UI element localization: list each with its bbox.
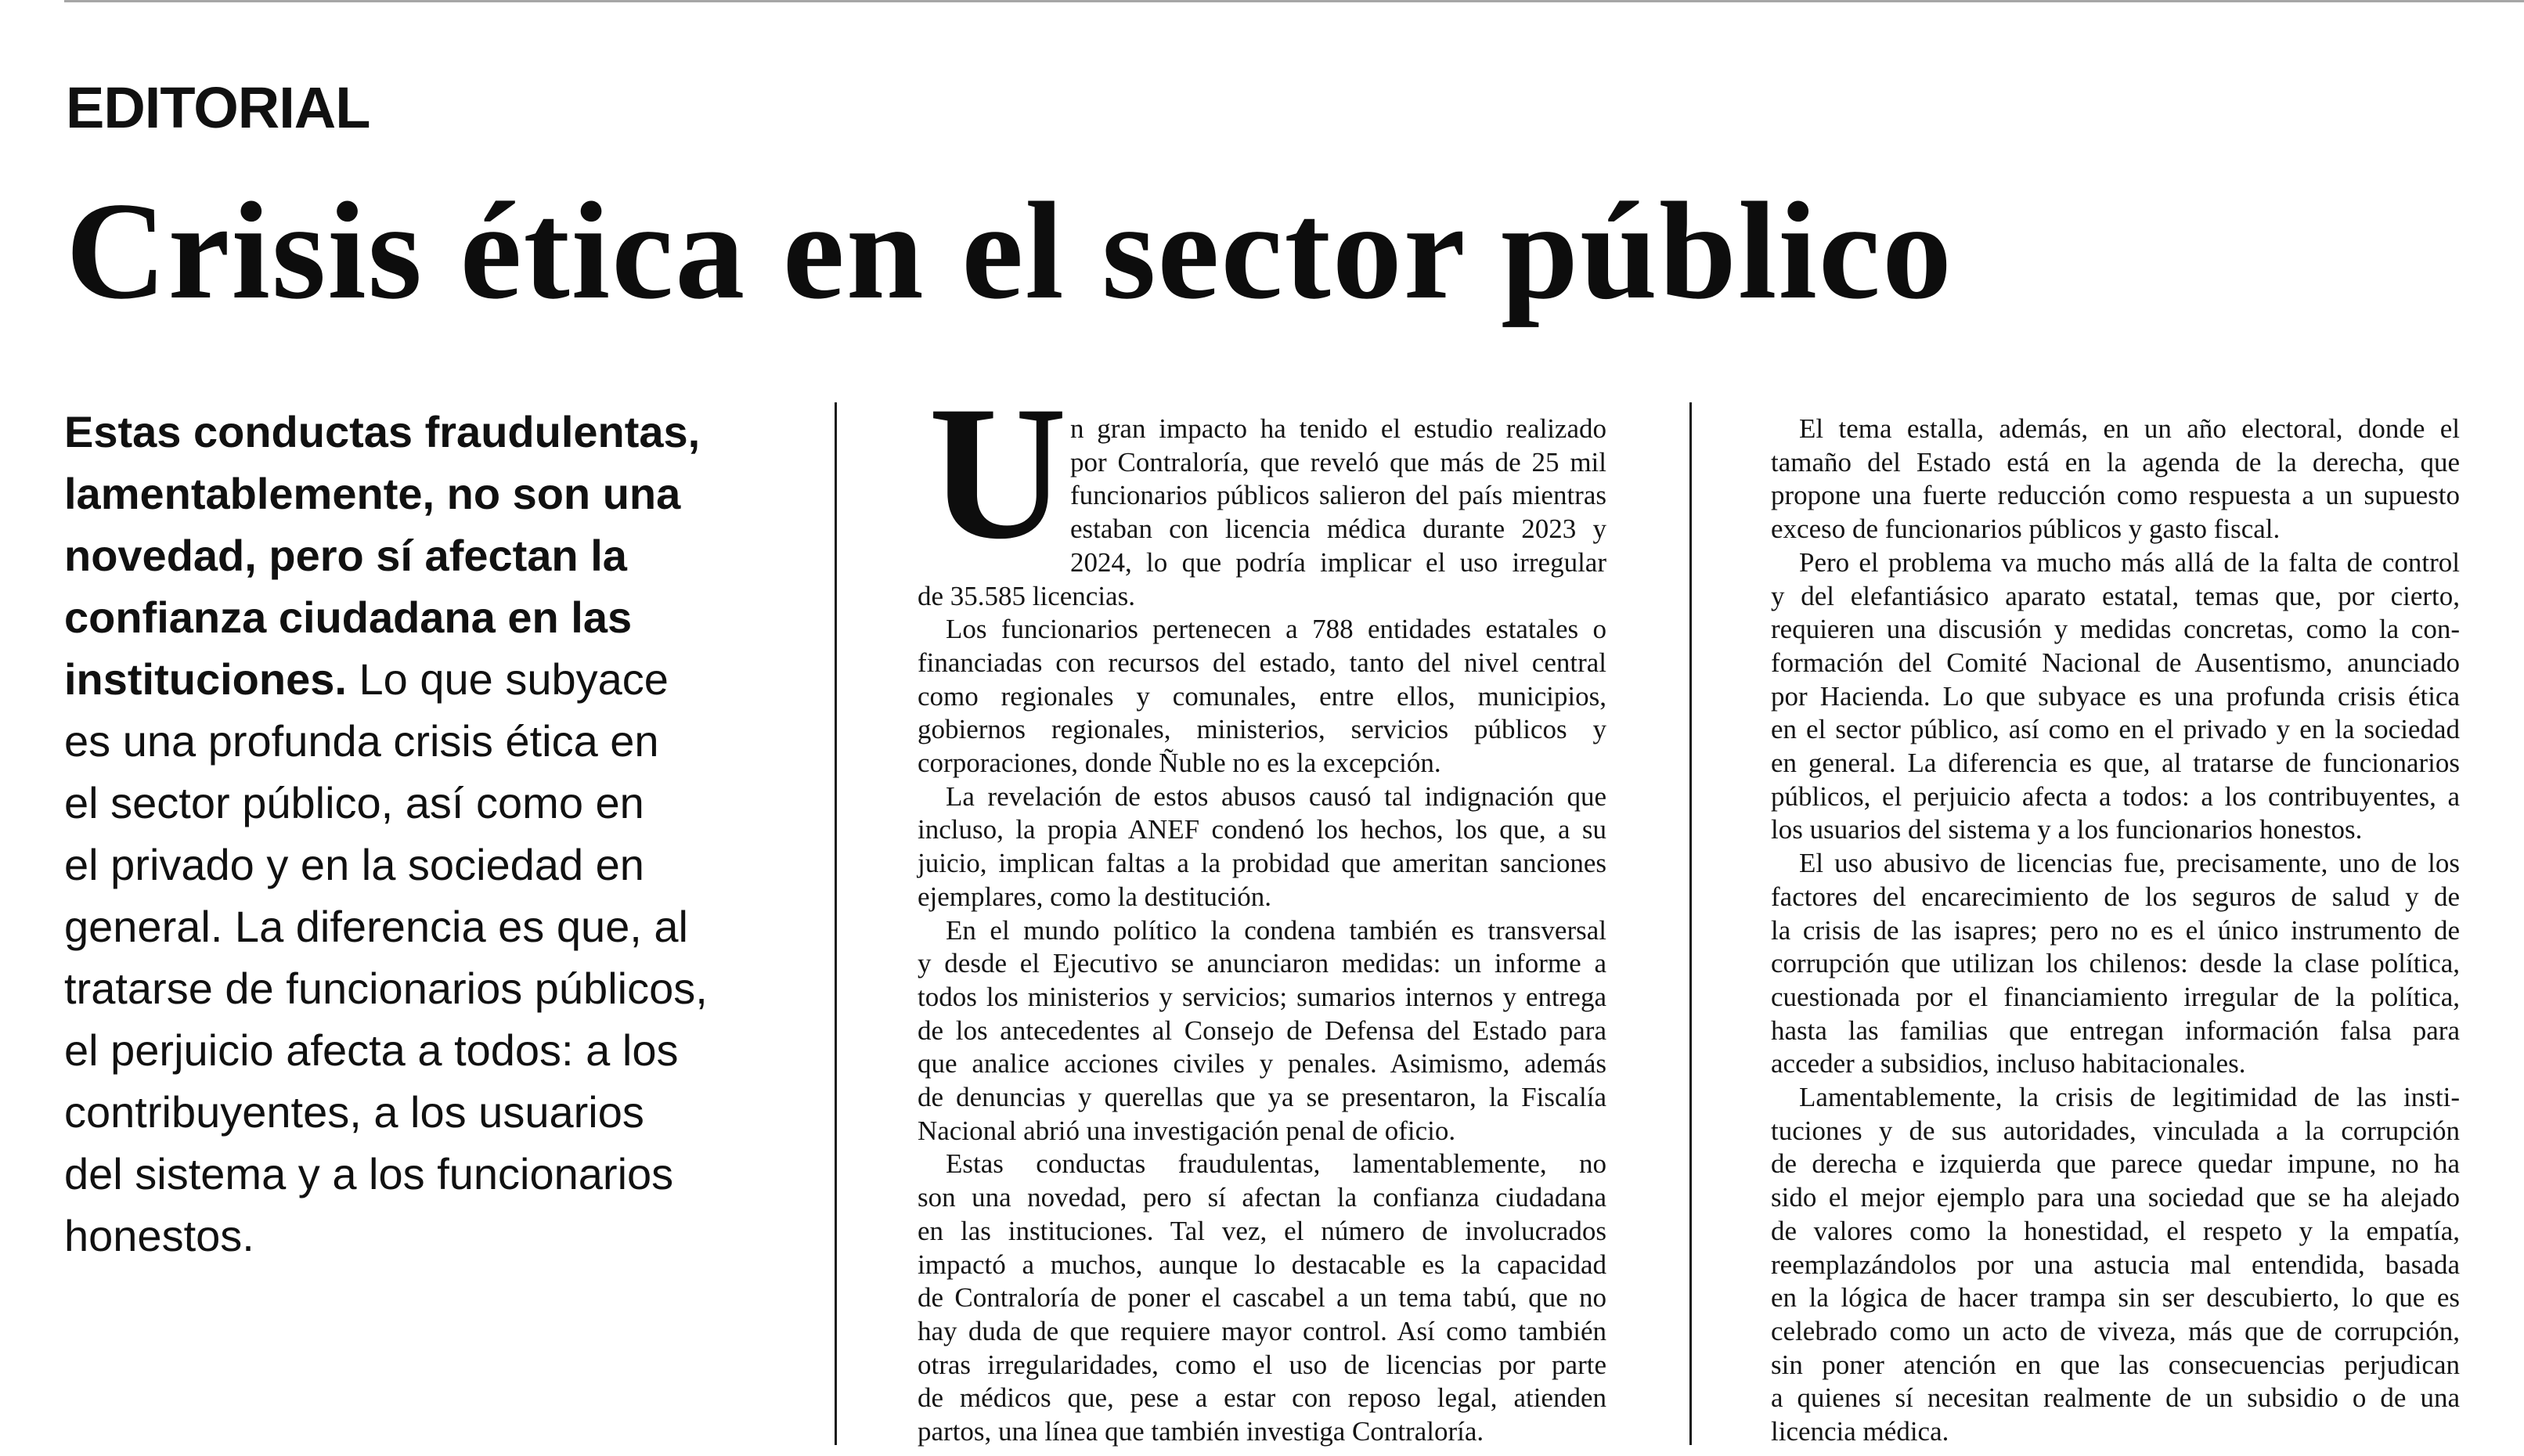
- body-line: incluso, la propia ANEF condenó los hechos, los que, a su: [918, 814, 1606, 845]
- lead-regular-text: general. La diferencia es que, al: [64, 902, 688, 951]
- body-line: funcionarios públicos salieron del país mientras: [1070, 480, 1606, 511]
- body-line: El tema estalla, además, en un año electoral, donde el: [1799, 413, 2460, 444]
- lead-regular-text: el perjuicio afecta a todos: a los: [64, 1025, 679, 1075]
- article-column-2: [1771, 413, 2460, 1449]
- body-line: Los funcionarios pertenecen a 788 entidades estatales o: [946, 614, 1606, 645]
- body-line: requieren una discusión y medidas concretas, como la con-: [1771, 614, 2460, 645]
- body-paragraph: [1771, 1081, 2460, 1449]
- body-line: que analice acciones civiles y penales. Asimismo, además: [918, 1048, 1606, 1079]
- body-line: en la lógica de hacer trampa sin ser descubierto, lo que es: [1771, 1282, 2460, 1314]
- body-line: de denuncias y querellas que ya se presentaron, la Fiscalía: [918, 1082, 1606, 1113]
- body-line: licencia médica.: [1771, 1416, 1949, 1447]
- body-line: ejemplares, como la destitución.: [918, 881, 1271, 912]
- body-line: tuciones y de sus autoridades, vinculada a la corrupción: [1771, 1115, 2460, 1146]
- column-rule: [1689, 402, 1692, 1445]
- body-line: en general. La diferencia es que, al tratarse de funcionarios: [1771, 748, 2460, 779]
- body-line: Lamentablemente, la crisis de legitimidad de las insti-: [1799, 1082, 2460, 1113]
- lead-regular-text: Lo que subyace: [359, 654, 669, 704]
- lead-regular-text: es una profunda crisis ética en: [64, 716, 659, 766]
- body-line: reemplazándolos por una astucia mal entendida, basada: [1771, 1249, 2460, 1280]
- body-line: y desde el Ejecutivo se anunciaron medidas: un informe a: [918, 948, 1606, 979]
- body-line: son una novedad, pero sí afectan la confianza ciudadana: [918, 1182, 1606, 1213]
- lead-column: [64, 401, 816, 1267]
- lead-line: [64, 586, 816, 648]
- lead-bold-text: novedad, pero sí afectan la: [64, 531, 627, 580]
- body-paragraph: [1771, 413, 2460, 546]
- body-line: de derecha e izquierda que parece quedar impune, no ha: [1771, 1148, 2460, 1180]
- body-line: corporaciones, donde Ñuble no es la excepción.: [918, 748, 1441, 779]
- body-line: hay duda de que requiere mayor control. Así como también: [918, 1315, 1606, 1346]
- body-line: como regionales y comunales, entre ellos, municipios,: [918, 680, 1606, 712]
- top-rule: [64, 0, 2524, 2]
- body-line: En el mundo político la condena también es transversal: [946, 914, 1606, 946]
- body-line: estaban con licencia médica durante 2023 y: [1070, 514, 1606, 545]
- body-line: los usuarios del sistema y a los funcionarios honestos.: [1771, 814, 2363, 845]
- body-line: tamaño del Estado está en la agenda de la derecha, que: [1771, 446, 2460, 478]
- body-line: por Contraloría, que reveló que más de 25 mil: [1070, 446, 1606, 478]
- body-paragraph: [1771, 847, 2460, 1081]
- lead-line: [64, 524, 816, 586]
- body-line: celebrado como un acto de viveza, más que de corrupción,: [1771, 1315, 2460, 1346]
- body-line: en el sector público, así como en el privado y en la sociedad: [1771, 714, 2460, 745]
- body-line: cuestionada por el financiamiento irregular de la política,: [1771, 981, 2460, 1012]
- article-column-1: [918, 366, 1606, 1449]
- body-line: acceder a subsidios, incluso habitacionales.: [1771, 1048, 2246, 1079]
- lead-line: [64, 896, 816, 957]
- headline: Crisis ética en el sector público: [66, 173, 1953, 328]
- body-line: n gran impacto ha tenido el estudio realizado: [1070, 413, 1606, 444]
- body-paragraph: [918, 1148, 1606, 1448]
- body-line: de los antecedentes al Consejo de Defensa del Estado para: [918, 1015, 1606, 1046]
- body-paragraph: [918, 613, 1606, 780]
- lead-line: [64, 1019, 816, 1081]
- lead-line: [64, 710, 816, 772]
- body-line: hasta las familias que entregan información falsa para: [1771, 1015, 2460, 1046]
- body-line: factores del encarecimiento de los seguros de salud y de: [1771, 881, 2460, 912]
- lead-regular-text: el privado y en la sociedad en: [64, 840, 644, 889]
- lead-bold-text: Estas conductas fraudulentas,: [64, 407, 701, 456]
- lead-line: [64, 1205, 816, 1267]
- body-line: formación del Comité Nacional de Ausentismo, anunciado: [1771, 647, 2460, 678]
- body-line: impactó a muchos, aunque lo destacable es la capacidad: [918, 1249, 1606, 1280]
- body-line: en las instituciones. Tal vez, el número de involucrados: [918, 1215, 1606, 1246]
- lead-bold-text: instituciones.: [64, 654, 347, 704]
- body-line: de médicos que, pese a estar con reposo legal, atienden: [918, 1382, 1606, 1414]
- body-line: públicos, el perjuicio afecta a todos: a los contribuyentes, a: [1771, 780, 2460, 812]
- lead-line: [64, 957, 816, 1019]
- body-line: gobiernos regionales, ministerios, servicios públicos y: [918, 714, 1606, 745]
- body-line: por Hacienda. Lo que subyace es una profunda crisis ética: [1771, 680, 2460, 712]
- body-line: La revelación de estos abusos causó tal indignación que: [946, 780, 1606, 812]
- drop-cap: U: [928, 366, 1067, 578]
- body-line: Estas conductas fraudulentas, lamentablemente, no: [946, 1148, 1606, 1180]
- column-rule: [835, 402, 837, 1445]
- lead-bold-text: lamentablemente, no son una: [64, 469, 681, 518]
- body-line: sido el mejor ejemplo para una sociedad que se ha alejado: [1771, 1182, 2460, 1213]
- body-line: la crisis de las isapres; pero no es el único instrumento de: [1771, 914, 2460, 946]
- body-line: El uso abusivo de licencias fue, precisamente, uno de los: [1799, 848, 2460, 879]
- body-line: Nacional abrió una investigación penal de oficio.: [918, 1115, 1456, 1146]
- body-line: corrupción que utilizan los chilenos: desde la clase política,: [1771, 948, 2460, 979]
- lead-regular-text: honestos.: [64, 1211, 254, 1260]
- body-line: de 35.585 licencias.: [918, 580, 1135, 611]
- lead-regular-text: del sistema y a los funcionarios: [64, 1149, 674, 1198]
- lead-line: [64, 1081, 816, 1143]
- lead-regular-text: el sector público, así como en: [64, 778, 644, 827]
- lead-line: [64, 772, 816, 834]
- body-line: 2024, lo que podría implicar el uso irregular: [1070, 546, 1606, 578]
- body-line: Pero el problema va mucho más allá de la falta de control: [1799, 546, 2460, 578]
- body-line: juicio, implican faltas a la probidad que ameritan sanciones: [918, 848, 1606, 879]
- body-line: partos, una línea que también investiga Contraloría.: [918, 1416, 1484, 1447]
- lead-line: [64, 1143, 816, 1205]
- lead-line: [64, 401, 816, 463]
- body-line: de valores como la honestidad, el respeto y la empatía,: [1771, 1215, 2460, 1246]
- body-line: financiadas con recursos del estado, tanto del nivel central: [918, 647, 1606, 678]
- section-label: EDITORIAL: [66, 75, 370, 140]
- body-line: de Contraloría de poner el cascabel a un tema tabú, que no: [918, 1282, 1606, 1314]
- body-line: y del elefantiásico aparato estatal, temas que, por cierto,: [1771, 580, 2460, 611]
- lead-line: [64, 834, 816, 896]
- lead-line: [64, 463, 816, 524]
- body-paragraph: [1771, 546, 2460, 847]
- body-paragraph: [918, 914, 1606, 1148]
- lead-regular-text: tratarse de funcionarios públicos,: [64, 964, 708, 1013]
- body-line: a quienes sí necesitan realmente de un subsidio o de una: [1771, 1382, 2460, 1414]
- body-line: otras irregularidades, como el uso de licencias por parte: [918, 1349, 1606, 1380]
- body-line: todos los ministerios y servicios; sumarios internos y entrega: [918, 981, 1606, 1012]
- lead-regular-text: contribuyentes, a los usuarios: [64, 1087, 644, 1137]
- lead-bold-text: confianza ciudadana en las: [64, 593, 633, 642]
- body-line: propone una fuerte reducción como respuesta a un supuesto: [1771, 480, 2460, 511]
- body-line: exceso de funcionarios públicos y gasto fiscal.: [1771, 514, 2281, 545]
- lead-line: [64, 648, 816, 710]
- body-line: sin poner atención en que las consecuencias perjudican: [1771, 1349, 2460, 1380]
- body-paragraph: [918, 780, 1606, 914]
